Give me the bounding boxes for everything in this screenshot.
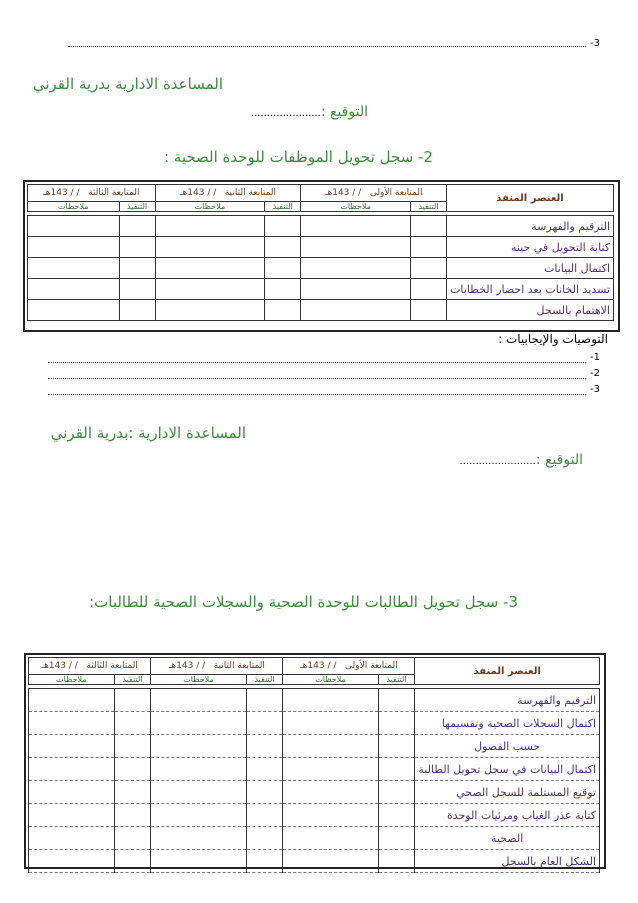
table-row — [29, 827, 600, 850]
s3-criterion-label: توقيع المستلمة للسجل الصحي — [415, 781, 600, 804]
s3-followup-2-title: المتابعة الثانية — [213, 661, 265, 671]
table-row — [29, 689, 600, 712]
table-row — [29, 850, 600, 873]
element-header: العنصر المنفذ — [447, 185, 614, 212]
s3-criterion-label: اكتمال البيانات في سجل تحويل الطالبة — [415, 758, 600, 781]
table-row — [28, 258, 614, 279]
assistant-name-2: المساعدة الادارية :بدرية القرني — [50, 424, 246, 442]
s3-followup-2-date: / / 143هـ — [168, 661, 206, 671]
rec-number-1: -1 — [590, 352, 600, 363]
table-row — [29, 781, 600, 804]
signature-label-2: التوقيع : — [535, 452, 583, 468]
rec-line-2 — [48, 378, 586, 379]
assistant-name: المساعدة الادارية بدرية القرني — [32, 75, 223, 93]
sub-exec-2: التنفيذ — [265, 202, 301, 212]
signature-dots: ...................... — [250, 108, 321, 119]
sub-exec-3: التنفيذ — [119, 202, 155, 212]
signature-line — [251, 104, 368, 120]
followup-3-title: المتابعة الثالثة — [88, 188, 140, 198]
followup-1-title: المتابعة الأولى — [369, 188, 423, 198]
s3-followup-3-header — [29, 658, 151, 675]
rec-number-2: -2 — [590, 368, 600, 379]
s3-followup-1-date: / / 143هـ — [300, 661, 337, 671]
s3-sub-exec-1: التنفيذ — [378, 675, 415, 685]
followup-2-header — [155, 185, 301, 202]
table-row — [29, 758, 600, 781]
s3-sub-notes-3: ملاحظات — [29, 675, 115, 685]
table-row — [29, 712, 600, 735]
s3-followup-1-title: المتابعة الأولى — [345, 661, 398, 671]
criterion-label: تسديد الخانات بعد احضار الخطابات — [447, 279, 614, 300]
followup-2-title: المتابعة الثانية — [224, 188, 277, 198]
criterion-label: الترقيم والفهرسة — [447, 216, 614, 237]
s3-sub-notes-1: ملاحظات — [283, 675, 378, 685]
s3-followup-3-date: / / 143هـ — [41, 661, 78, 671]
signature-dots-2: ........................ — [459, 456, 536, 467]
s3-criterion-label: حسب الفصول — [415, 735, 600, 758]
s3-criterion-label: اكتمال السجلات الصحية وتقسيمها — [415, 712, 600, 735]
s3-followup-3-title: المتابعة الثالثة — [86, 661, 138, 671]
s3-criterion-label: كتابة عذر الغياب ومرئيات الوحدة — [415, 804, 600, 827]
followup-1-header — [301, 185, 447, 202]
criterion-label: الاهتمام بالسجل — [447, 300, 614, 321]
table-row — [29, 804, 600, 827]
table-row — [28, 279, 614, 300]
table-row — [28, 237, 614, 258]
rec-number-3: -3 — [590, 384, 600, 395]
criterion-label: كتابة التحويل في حينه — [447, 237, 614, 258]
section2-table — [27, 184, 614, 321]
top-line-number: -3 — [590, 38, 600, 49]
signature-label: التوقيع : — [320, 104, 368, 120]
recommendations-label: التوصيات والإيجابيات : — [498, 332, 608, 346]
sub-notes-3: ملاحظات — [28, 202, 120, 212]
table-row — [28, 216, 614, 237]
signature-line-2 — [460, 452, 583, 468]
s3-followup-1-header — [283, 658, 415, 675]
criterion-label: اكتمال البيانات — [447, 258, 614, 279]
sub-notes-1: ملاحظات — [301, 202, 411, 212]
s3-followup-2-header — [151, 658, 283, 675]
section3-table — [28, 657, 600, 873]
top-dotted-line — [68, 46, 586, 47]
table-row — [29, 735, 600, 758]
followup-3-header — [28, 185, 156, 202]
sub-notes-2: ملاحظات — [155, 202, 265, 212]
section2-heading: 2- سجل تحويل الموظفات للوحدة الصحية : — [163, 148, 433, 166]
s3-sub-exec-2: التنفيذ — [246, 675, 283, 685]
s3-sub-exec-3: التنفيذ — [114, 675, 151, 685]
table-row — [28, 300, 614, 321]
section3-heading: 3- سجل تحويل الطالبات للوحدة الصحية والسجلات الصحية للطالبات: — [89, 593, 518, 611]
followup-2-date: / / 143هـ — [179, 188, 217, 198]
sub-exec-1: التنفيذ — [410, 202, 446, 212]
followup-1-date: / / 143هـ — [324, 188, 362, 198]
element-header-3: العنصر المنفذ — [415, 658, 600, 685]
followup-3-date: / / 143هـ — [43, 188, 80, 198]
s3-criterion-label: الصحية — [415, 827, 600, 850]
rec-line-3 — [48, 394, 586, 395]
s3-criterion-label: الترقيم والفهرسة — [415, 689, 600, 712]
s3-criterion-label: الشكل العام بالسجل — [415, 850, 600, 873]
rec-line-1 — [48, 362, 586, 363]
s3-sub-notes-2: ملاحظات — [151, 675, 246, 685]
